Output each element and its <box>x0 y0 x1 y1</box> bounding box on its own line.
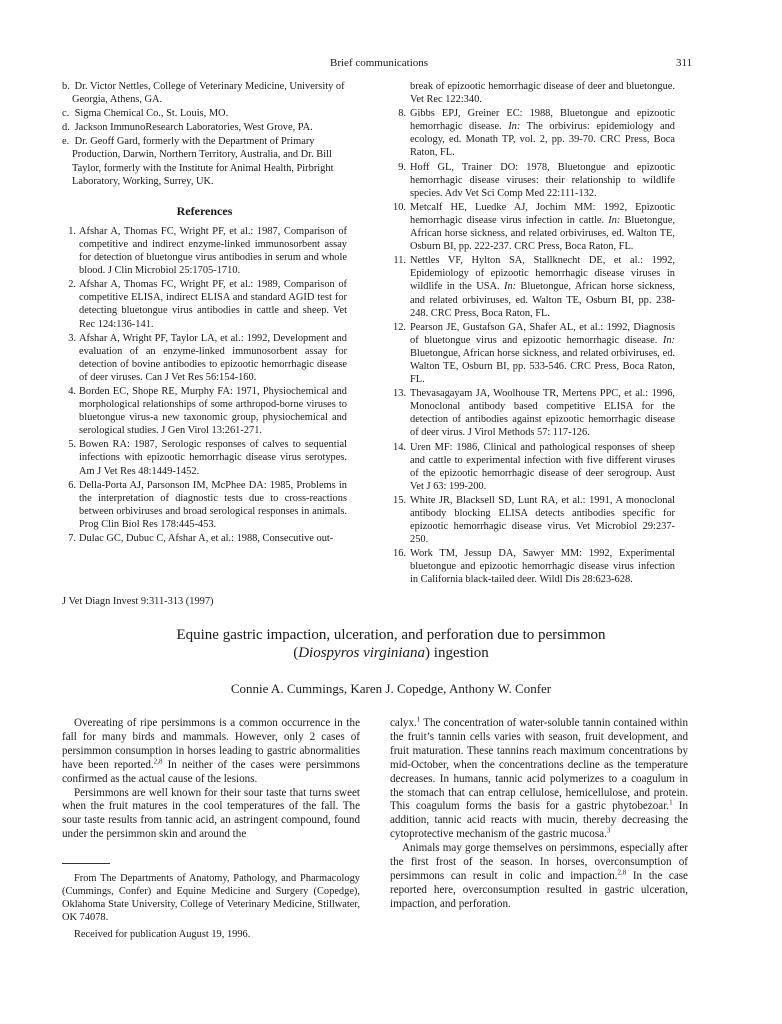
received-note: Received for publication August 19, 1996. <box>74 929 251 941</box>
left-reference-column <box>62 80 347 546</box>
paragraph: calyx.$^1$ The concentration of water-soluble tannin contained within the fruit’s tannin cells varies with season, fruit development, and fruit maturation. These tannins reach maximum concentrations by mid-October, when the concentrations decline as the temperature decreases. In humans, tannic acid polymerizes to a coagulum in the stomach that can entrap cellulose, hemicellulose, and protein. This coagulum forms the basis for a gastric phytobezoar.$^1$ In addition, tannic acid reacts with mucin, thereby decreasing the cytoprotective mechanism of the gastric mucosa.$^3$ <box>390 715 688 841</box>
footnote-e: e. Dr. Geoff Gard, formerly with the Department of Primary Production, Darwin, Northern Territory, Australia, and Dr. Bill Taylor, formerly with the Institute for Animal Health, Pirbright Laboratory, Working, Surrey, UK. <box>62 136 334 187</box>
reference-item: 9. Hoff GL, Trainer DO: 1978, Bluetongue and epizootic hemorrhagic disease viruses: their relationship to wildlife species. Adv Vet Sci Comp Med 22:111-132. <box>398 161 675 199</box>
article-title: Equine gastric impaction, ulceration, and perforation due to persimmon (Diospyros virginiana) ingestion <box>176 627 606 661</box>
reference-item: 13. Thevasagayam JA, Woolhouse TR, Mertens PPC, et al.: 1996, Monoclonal antibody based competitive ELISA for the detection of antibodies against epizootic hemorrhagic disease of deer virus. J Virol Methods 57: 117-126. <box>393 388 675 439</box>
journal-citation: J Vet Diagn Invest 9:311-313 (1997) <box>62 596 214 607</box>
affiliation-note: From The Departments of Anatomy, Pathology, and Pharmacology (Cummings, Confer) and Equine Medicine and Surgery (Copedge), Oklahoma State University, College of Veterinary Medicine, Stillwater, OK 74078. <box>62 873 360 924</box>
author-list: Connie A. Cummings, Karen J. Copedge, Anthony W. Confer <box>230 681 552 696</box>
body-text-left <box>62 717 360 842</box>
reference-item: 7. Dulac GC, Dubuc C, Afshar A, et al.: 1988, Consecutive out- <box>68 533 334 544</box>
article-footnotes <box>62 872 360 945</box>
paragraph: Overeating of ripe persimmons is a common occurrence in the fall for many birds and mammals. However, only 2 cases of persimmon consumption in horses leading to gastric abnormalities have been reported.$^{2,8}$ In neither of the cases were persimmons confirmed as the actual cause of the lesions. <box>62 717 360 785</box>
reference-item: 1. Afshar A, Thomas FC, Wright PF, et al.: 1987, Comparison of competitive and indirect enzyme-linked immunosorbent assay for detection of bluetongue virus antibodies in serum and whole blood. J Clin Microbiol 25:1705-1710. <box>68 225 347 277</box>
running-head: Brief communications <box>330 57 429 69</box>
reference-continuation: break of epizootic hemorrhagic disease of deer and bluetongue. Vet Rec 122:340. <box>410 81 675 106</box>
paragraph: Persimmons are well known for their sour taste that turns sweet when the fruit matures in the cool temperatures of the fall. The sour taste results from tannic acid, an astringent compound, found under the persimmon skin and around the <box>62 786 360 841</box>
reference-item: 12. Pearson JE, Gustafson GA, Shafer AL, et al.: 1992, Diagnosis of bluetongue virus and epizootic hemorrhagic disease. In: Bluetongue, African horse sickness, and related orbiviruses, ed. Walton TE, Osburn BI, pp. 533-546. CRC Press, Boca Raton, FL. <box>393 321 675 386</box>
reference-item: 5. Bowen RA: 1987, Serologic responses of calves to sequential infections with epizootic hemorrhagic disease virus serotypes. Am J Vet Res 48:1449-1452. <box>68 439 347 477</box>
reference-item: 8. Gibbs EPJ, Greiner EC: 1988, Bluetongue and epizootic hemorrhagic disease. In: The orbivirus: epidemiology and ecology, ed. Monath TP, vol. 2, pp. 39-70. CRC Press, Boca Raton, FL. <box>398 108 676 159</box>
reference-item: 2. Afshar A, Thomas FC, Wright PF, et al.: 1989, Comparison of competitive ELISA, indirect ELISA and standard AGID test for detecting bluetongue virus antibodies in cattle and sheep. Vet Rec 124:136-141. <box>68 279 347 330</box>
species-name: Diospyros virginiana <box>298 645 426 661</box>
right-reference-column <box>390 80 675 588</box>
footnote-rule <box>62 863 110 864</box>
reference-item: 6. Della-Porta AJ, Parsonson IM, McPhee DA: 1985, Problems in the interpretation of diagnostic tests due to cross-reactions between orbiviruses and broad serological responses in animals. Prog Clin Biol Res 178:445-453. <box>68 479 347 530</box>
reference-item: 14. Uren MF: 1986, Clinical and pathological responses of sheep and cattle to experimental infection with five different viruses of the epizootic hemorrhagic disease of deer serogroup. Aust Vet J 63: 199-200. <box>393 441 675 492</box>
body-text-right <box>390 717 688 912</box>
paragraph: Animals may gorge themselves on persimmons, especially after the first frost of the season. In horses, overconsumption of persimmons can result in colic and impaction.$^{2,8}$ In the case reported here, overconsumption resulted in gastric ulceration, impaction, and perforation. <box>390 842 688 910</box>
reference-item: 11. Nettles VF, Hylton SA, Stallknecht DE, et al.: 1992, Epidemiology of epizootic hemorrhagic disease viruses in wildlife in the USA. In: Bluetongue, African horse sickness, and related orbiviruses, ed. Walton TE, Osburn BI, pp. 238-248. CRC Press, Boca Raton, FL. <box>393 255 675 319</box>
reference-item: 16. Work TM, Jessup DA, Sawyer MM: 1992, Experimental bluetongue and epizootic hemorrhagic disease virus infection in California black-tailed deer. Wildl Dis 28:623-628. <box>393 548 675 586</box>
reference-item: 15. White JR, Blacksell SD, Lunt RA, et al.: 1991, A monoclonal antibody blocking ELISA detects antibodies specific for epizootic hemorrhagic disease virus. Vet Microbiol 29:237-250. <box>393 494 675 546</box>
footnote-d: d. Jackson ImmunoResearch Laboratories, West Grove, PA. <box>62 122 313 134</box>
references-heading: References <box>176 203 233 218</box>
footnote-b: b. Dr. Victor Nettles, College of Veterinary Medicine, University of Georgia, Athens, GA. <box>62 81 345 106</box>
reference-item: 3. Afshar A, Wright PF, Taylor LA, et al.: 1992, Development and evaluation of an enzyme-linked immunosorbent assay for detection of bovine antibodies to epizootic hemorrhagic disease of deer viruses. Can J Vet Res 56:154-160. <box>68 332 347 383</box>
page-number: 311 <box>676 57 693 69</box>
reference-item: 10. Metcalf HE, Luedke AJ, Jochim MM: 1992, Epizootic hemorrhagic disease virus infection in cattle. In: Bluetongue, African horse sickness, and related orbiviruses, ed. Walton TE, Osburn BI, pp. 222-237. CRC Press, Boca Raton, FL. <box>393 201 675 253</box>
footnote-c: c. Sigma Chemical Co., St. Louis, MO. <box>62 108 229 120</box>
reference-item: 4. Borden EC, Shope RE, Murphy FA: 1971, Physiochemical and morphological relationships of some arthropod-borne viruses to bluetongue virus-a new taxonomic group, physiochemical and serological studies. J Gen Virol 13:261-271. <box>68 385 347 437</box>
